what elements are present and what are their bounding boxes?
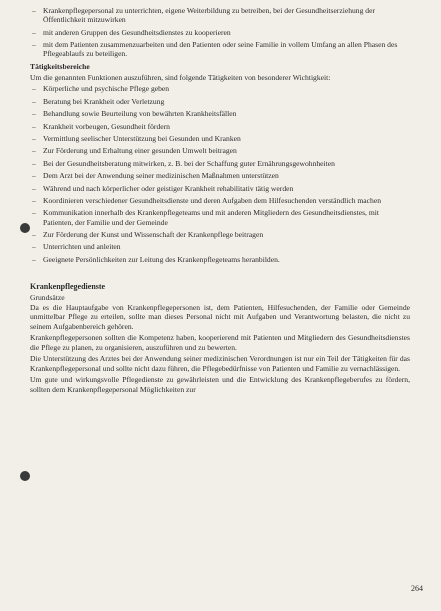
list-item: – mit dem Patienten zusammenzuarbeiten und den Patienten oder seine Familie in vollem Umfang an allen Phasen des Pflegeablaufs zu beteiligen. xyxy=(30,40,410,58)
list-item: – Während und nach körperlicher oder geistiger Krankheit rehabilitativ tätig werden xyxy=(30,184,410,193)
list-item: – Beratung bei Krankheit oder Verletzung xyxy=(30,97,410,106)
list-item: – Vermittlung seelischer Unterstützung bei Gesunden und Kranken xyxy=(30,134,410,143)
list-item: – Körperliche und psychische Pflege geben xyxy=(30,84,410,93)
list-item: – Dem Arzt bei der Anwendung seiner medizinischen Maßnahmen unterstützen xyxy=(30,171,410,180)
punch-hole xyxy=(20,471,30,481)
paragraph: Die Unterstützung des Arztes bei der Anwendung seiner medizinischen Verordnungen ist nur ein Teil der Tätigkeiten für das Krankenpflegepersonal und sollte nicht dazu führen, die Pflegebedürfnisse von Patienten und Familie zu vernachlässigen. xyxy=(30,354,410,373)
section-heading: Tätigkeitsbereiche xyxy=(30,62,90,72)
section-intro: Um die genannten Funktionen auszuführen, sind folgende Tätigkeiten von besonderer Wichtigkeit: xyxy=(30,72,331,82)
punch-hole xyxy=(20,223,30,233)
top-list xyxy=(30,6,410,58)
list-item: – Geeignete Persönlichkeiten zur Leitung des Krankenpflegeteams heranbilden. xyxy=(30,255,410,264)
list-item: – Koordinieren verschiedener Gesundheitsdienste und deren Aufgaben dem Hilfesuchenden verständlich machen xyxy=(30,196,410,205)
list-item: – Krankenpflegepersonal zu unterrichten, eigene Weiterbildung zu betreiben, bei der Gesundheitserziehung der Öffentlichkeit mitzuwirken xyxy=(30,6,410,24)
list-item: – Behandlung sowie Beurteilung von bewährten Krankheitsfällen xyxy=(30,109,410,118)
list-item: – Krankheit vorbeugen, Gesundheit fördern xyxy=(30,122,410,131)
section-subheading: Grundsätze xyxy=(30,293,65,303)
list-item: – Zur Förderung und Erhaltung einer gesunden Umwelt beitragen xyxy=(30,146,410,155)
page-content xyxy=(30,6,410,396)
section-heading: Krankenpflegedienste xyxy=(30,281,106,291)
paragraph: Da es die Hauptaufgabe von Krankenpflegepersonen ist, dem Patienten, Hilfesuchenden, der Familie oder Gemeinde unmittelbar Pflege zu erteilen, sollte man dieses Personal nicht mit Aufgaben und Verantwortung belasten, die nicht zu seinem Aufgabenbereich gehören. xyxy=(30,303,410,331)
paragraph: Krankenpflegepersonen sollten die Kompetenz haben, kooperierend mit Patienten und Mitgliedern des Gesundheitsdienstes die Pflege zu planen, zu organisieren, auszuführen und zu bewerten. xyxy=(30,333,410,352)
list-item: – Kommunikation innerhalb des Krankenpflegeteams und mit anderen Mitgliedern des Gesundheitsdienstes, mit Patienten, der Familie und der Gemeinde xyxy=(30,208,410,226)
list-item: – Unterrichten und anleiten xyxy=(30,242,410,251)
paragraph: Um gute und wirkungsvolle Pflegedienste zu gewährleisten und die Entwicklung des Krankenpflegeberufes zu fördern, sollten dem Krankenpflegepersonal Möglichkeiten zur xyxy=(30,375,410,394)
list-item: – mit anderen Gruppen des Gesundheitsdienstes zu kooperieren xyxy=(30,28,410,37)
page-number: 264 xyxy=(411,584,423,593)
activity-list xyxy=(30,84,410,263)
list-item: – Bei der Gesundheitsberatung mitwirken, z. B. bei der Schaffung guter Ernährungsgewohnheiten xyxy=(30,159,410,168)
list-item: – Zur Förderung der Kunst und Wissenschaft der Krankenpflege beitragen xyxy=(30,230,410,239)
